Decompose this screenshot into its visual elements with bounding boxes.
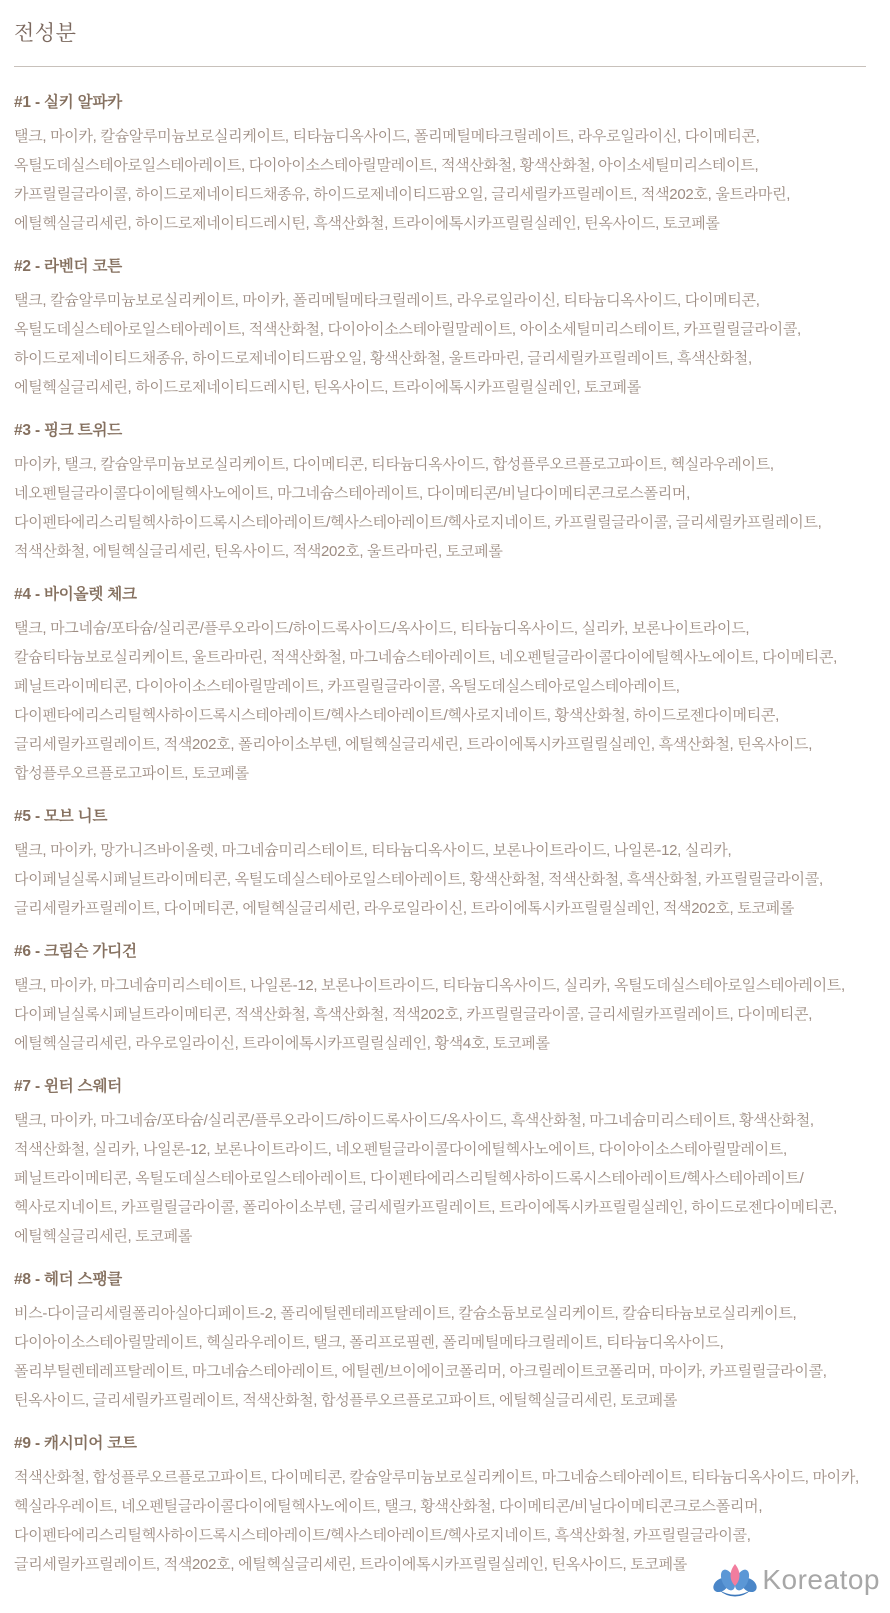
section-heather-spangle <box>14 1269 866 1415</box>
koreatop-watermark <box>712 1561 880 1599</box>
section-mauve-knit <box>14 806 866 923</box>
section-winter-sweater <box>14 1076 866 1251</box>
title-divider <box>14 66 866 67</box>
ingredient-list: 탤크, 마이카, 칼슘알루미늄보로실리케이트, 티타늄디옥사이드, 폴리메틸메타크릴레이트, 라우로일라이신, 다이메티콘, 옥틸도데실스테아로일스테아레이트, 다이아이소스테아릴말레이트, 적색산화철, 황색산화철, 아이소세틸미리스테이트, 카프릴릴글라이콜, 하이드로제네이티드채종유, 하이드로제네이티드팜오일, 글리세릴카프릴레이트, 적색202호, 울트라마린, 에틸헥실글리세린, 하이드로제네이티드레시틴, 흑색산화철, 트라이에톡시카프릴릴실레인, 틴옥사이드, 토코페롤 <box>14 128 791 232</box>
section-title: #1 - 실키 알파카 <box>14 94 122 111</box>
section-title: #5 - 모브 니트 <box>14 808 108 825</box>
lotus-icon <box>712 1561 758 1599</box>
ingredient-sections <box>14 92 866 1579</box>
ingredient-list: 탤크, 마그네슘/포타슘/실리콘/플루오라이드/하이드록사이드/옥사이드, 티타늄디옥사이드, 실리카, 보론나이트라이드, 칼슘티타늄보로실리케이트, 울트라마린, 적색산화철, 마그네슘스테아레이트, 네오펜틸글라이콜다이에틸헥사노에이트, 다이메티콘, 페닐트라이메티콘, 다이아이소스테아릴말레이트, 카프릴릴글라이콜, 옥틸도데실스테아로일스테아레이트, 다이펜타에리스리틸헥사하이드록시스테아레이트/헥사스테아레이트/헥사로지네이트, 황색산화철, 하이드로젠다이메티콘, 글리세릴카프릴레이트, 적색202호, 폴리아이소부텐, 에틸헥실글리세린, 트라이에톡시카프릴릴실레인, 흑색산화철, 틴옥사이드, 합성플루오르플로고파이트, 토코페롤 <box>14 620 837 782</box>
section-title: #4 - 바이올렛 체크 <box>14 586 137 603</box>
ingredient-list: 비스-다이글리세릴폴리아실아디페이트-2, 폴리에틸렌테레프탈레이트, 칼슘소듐보로실리케이트, 칼슘티타늄보로실리케이트, 다이아이소스테아릴말레이트, 헥실라우레이트, 탤크, 폴리프로필렌, 폴리메틸메타크릴레이트, 티타늄디옥사이드, 폴리부틸렌테레프탈레이트, 마그네슘스테아레이트, 에틸렌/브이에이코폴리머, 아크릴레이트코폴리머, 마이카, 카프릴릴글라이콜, 틴옥사이드, 글리세릴카프릴레이트, 적색산화철, 합성플루오르플로고파이트, 에틸헥실글리세린, 토코페롤 <box>14 1305 827 1409</box>
section-lavender-cotton <box>14 256 866 402</box>
ingredient-list: 탤크, 마이카, 마그네슘/포타슘/실리콘/플루오라이드/하이드록사이드/옥사이드, 흑색산화철, 마그네슘미리스테이트, 황색산화철, 적색산화철, 실리카, 나일론-12, 보론나이트라이드, 네오펜틸글라이콜다이에틸헥사노에이트, 다이아이소스테아릴말레이트, 페닐트라이메티콘, 옥틸도데실스테아로일스테아레이트, 다이펜타에리스리틸헥사하이드록시스테아레이트/헥사스테아레이트/헥사로지네이트, 카프릴릴글라이콜, 폴리아이소부텐, 글리세릴카프릴레이트, 트라이에톡시카프릴릴실레인, 하이드로젠다이메티콘, 에틸헥실글리세린, 토코페롤 <box>14 1112 837 1245</box>
section-title: #7 - 윈터 스웨터 <box>14 1078 122 1095</box>
ingredient-list: 탤크, 마이카, 마그네슘미리스테이트, 나일론-12, 보론나이트라이드, 티타늄디옥사이드, 실리카, 옥틸도데실스테아로일스테아레이트, 다이페닐실록시페닐트라이메티콘, 적색산화철, 흑색산화철, 적색202호, 카프릴릴글라이콜, 글리세릴카프릴레이트, 다이메티콘, 에틸헥실글리세린, 라우로일라이신, 트라이에톡시카프릴릴실레인, 황색4호, 토코페롤 <box>14 977 845 1052</box>
ingredient-list: 탤크, 칼슘알루미늄보로실리케이트, 마이카, 폴리메틸메타크릴레이트, 라우로일라이신, 티타늄디옥사이드, 다이메티콘, 옥틸도데실스테아로일스테아레이트, 적색산화철, 다이아이소스테아릴말레이트, 아이소세틸미리스테이트, 카프릴릴글라이콜, 하이드로제네이티드채종유, 하이드로제네이티드팜오일, 황색산화철, 울트라마린, 글리세릴카프릴레이트, 흑색산화철, 에틸헥실글리세린, 하이드로제네이티드레시틴, 틴옥사이드, 트라이에톡시카프릴릴실레인, 토코페롤 <box>14 292 801 396</box>
koreatop-logo-text: Koreatop <box>762 1564 880 1595</box>
ingredient-list: 적색산화철, 합성플루오르플로고파이트, 다이메티콘, 칼슘알루미늄보로실리케이트, 마그네슘스테아레이트, 티타늄디옥사이드, 마이카, 헥실라우레이트, 네오펜틸글라이콜다이에틸헥사노에이트, 탤크, 황색산화철, 다이메티콘/비닐다이메티콘크로스폴리머, 다이펜타에리스리틸헥사하이드록시스테아레이트/헥사스테아레이트/헥사로지네이트, 흑색산화철, 카프릴릴글라이콜, 글리세릴카프릴레이트, 적색202호, 에틸헥실글리세린, 트라이에톡시카프릴릴실레인, 틴옥사이드, 토코페롤 <box>14 1469 859 1573</box>
section-title: #3 - 핑크 트위드 <box>14 422 122 439</box>
ingredient-list: 탤크, 마이카, 망가니즈바이올렛, 마그네슘미리스테이트, 티타늄디옥사이드, 보론나이트라이드, 나일론-12, 실리카, 다이페닐실록시페닐트라이메티콘, 옥틸도데실스테아로일스테아레이트, 황색산화철, 적색산화철, 흑색산화철, 카프릴릴글라이콜, 글리세릴카프릴레이트, 다이메티콘, 에틸헥실글리세린, 라우로일라이신, 트라이에톡시카프릴릴실레인, 적색202호, 토코페롤 <box>14 842 823 917</box>
section-title: #9 - 캐시미어 코트 <box>14 1435 137 1452</box>
section-pink-tweed <box>14 420 866 566</box>
section-title: #6 - 크림슨 가디건 <box>14 943 137 960</box>
section-crimson-cardigan <box>14 941 866 1058</box>
section-violet-check <box>14 584 866 788</box>
section-title: #8 - 헤더 스팽클 <box>14 1271 122 1288</box>
section-title: #2 - 라벤더 코튼 <box>14 258 122 275</box>
section-silky-alpaca <box>14 92 866 238</box>
page-title: 전성분 <box>14 22 77 45</box>
ingredient-list: 마이카, 탤크, 칼슘알루미늄보로실리케이트, 다이메티콘, 티타늄디옥사이드, 합성플루오르플로고파이트, 헥실라우레이트, 네오펜틸글라이콜다이에틸헥사노에이트, 마그네슘스테아레이트, 다이메티콘/비닐다이메티콘크로스폴리머, 다이펜타에리스리틸헥사하이드록시스테아레이트/헥사스테아레이트/헥사로지네이트, 카프릴릴글라이콜, 글리세릴카프릴레이트, 적색산화철, 에틸헥실글리세린, 틴옥사이드, 적색202호, 울트라마린, 토코페롤 <box>14 456 822 560</box>
section-cashmere-coat <box>14 1433 866 1579</box>
